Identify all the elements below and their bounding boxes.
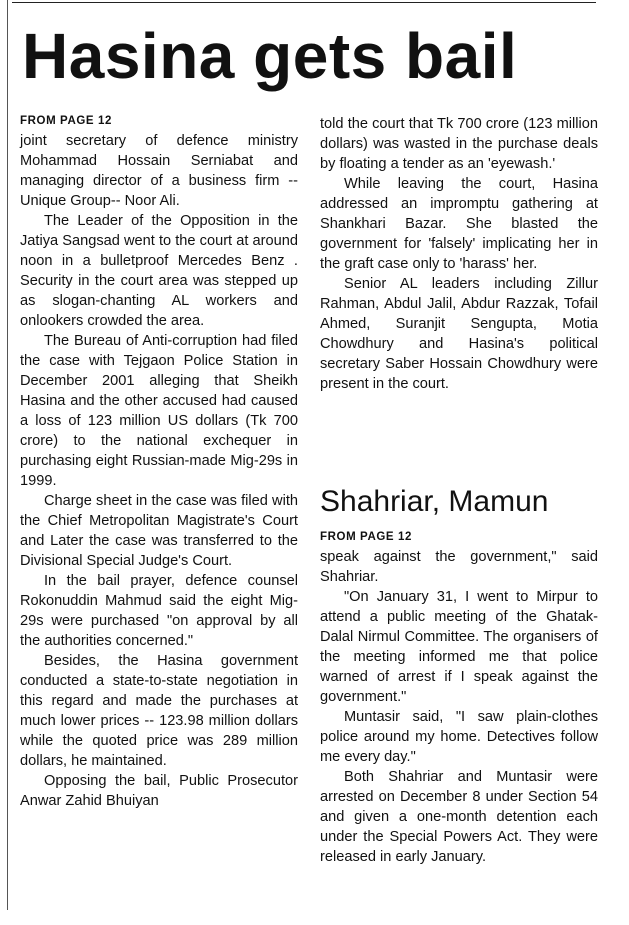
story1-paragraph: While leaving the court, Hasina addressed an impromptu gathering at Shankhari Bazar. She blasted the government for 'falsely' implicating her in the graft case only to 'harass' her. xyxy=(320,176,598,272)
story2-headline: Shahriar, Mamun xyxy=(320,485,549,518)
story2-paragraph: Muntasir said, "I saw plain-clothes police around my home. Detectives follow me every day." xyxy=(320,709,598,765)
story2-column xyxy=(320,530,598,867)
story1-paragraph: Besides, the Hasina government conducted a state-to-state negotiation in this regard and made the purchases at much lower prices -- 123.98 million dollars while the quoted price was 289 million dollars, he maintained. xyxy=(20,653,298,769)
story2-paragraph: "On January 31, I went to Mirpur to attend a public meeting of the Ghatak-Dalal Nirmul Committee. The organisers of the meeting informed me that police warned of arrest if I speak against the government." xyxy=(320,589,598,705)
left-column-rule xyxy=(7,0,8,910)
story1-paragraph: In the bail prayer, defence counsel Rokonuddin Mahmud said the eight Mig-29s were purchased "on approval by all the authorities concerned." xyxy=(20,573,298,649)
story1-column-1 xyxy=(20,114,298,811)
story1-paragraph: Charge sheet in the case was filed with the Chief Metropolitan Magistrate's Court and Later the case was transferred to the Divisional Special Judge's Court. xyxy=(20,493,298,569)
story1-paragraph: The Bureau of Anti-corruption had filed the case with Tejgaon Police Station in December 2001 alleging that Sheikh Hasina and the other accused had caused a loss of 123 million US dollars (Tk 700 crore) to the national exchequer in purchasing eight Russian-made Mig-29s in 1999. xyxy=(20,333,298,489)
story1-kicker: FROM PAGE 12 xyxy=(20,115,112,127)
story1-paragraph: told the court that Tk 700 crore (123 million dollars) was wasted in the purchase deals by floating a tender as an 'eyewash.' xyxy=(320,116,598,172)
story2-kicker: FROM PAGE 12 xyxy=(320,531,412,543)
story2-paragraph: speak against the government," said Shahriar. xyxy=(320,549,598,585)
story1-paragraph: The Leader of the Opposition in the Jatiya Sangsad went to the court at around noon in a bulletproof Mercedes Benz . Security in the court area was stepped up as slogan-chanting AL workers and onlookers crowded the area. xyxy=(20,213,298,329)
story2-paragraph: Both Shahriar and Muntasir were arrested on December 8 under Section 54 and given a one-month detention each under the Special Powers Act. They were released in early January. xyxy=(320,769,598,865)
main-headline: Hasina gets bail xyxy=(22,20,518,92)
story1-paragraph: Senior AL leaders including Zillur Rahman, Abdul Jalil, Abdur Razzak, Tofail Ahmed, Suranjit Sengupta, Motia Chowdhury and Hasina's political secretary Saber Hossain Chowdhury were present in the court. xyxy=(320,276,598,392)
top-rule xyxy=(12,2,596,3)
story1-paragraph: joint secretary of defence ministry Mohammad Hossain Serniabat and managing director of a business firm -- Unique Group-- Noor Ali. xyxy=(20,133,298,209)
story1-column-2 xyxy=(320,114,598,394)
story1-paragraph: Opposing the bail, Public Prosecutor Anwar Zahid Bhuiyan xyxy=(20,773,298,809)
